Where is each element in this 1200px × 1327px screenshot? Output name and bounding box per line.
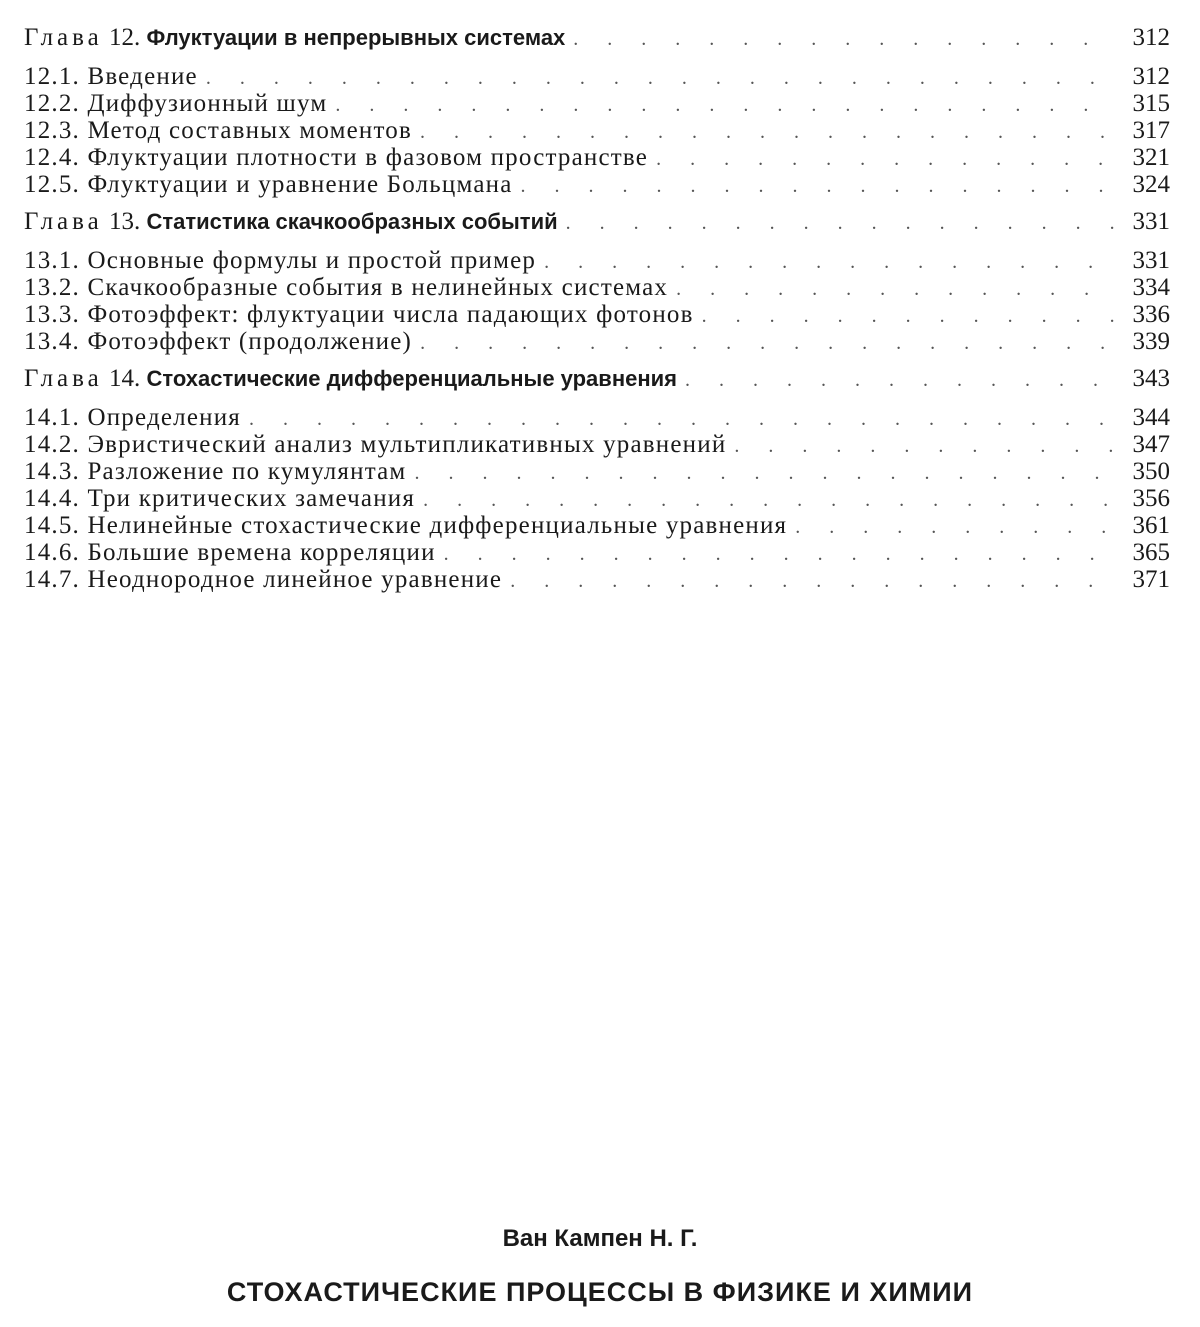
- section-title: Нелинейные стохастические дифференциальные уравнения: [87, 512, 788, 539]
- page-number: 361: [1132, 512, 1170, 539]
- page-number: 331: [1132, 208, 1170, 235]
- section-title: Определения: [87, 404, 241, 431]
- toc-entry: [24, 404, 1170, 431]
- section-title: Разложение по кумулянтам: [87, 458, 407, 485]
- dot-leader: [521, 173, 1114, 200]
- page-number: 324: [1132, 171, 1170, 198]
- section-number: 12.3.: [24, 117, 80, 144]
- toc-entry: [24, 117, 1170, 144]
- section-number: 13.4.: [24, 328, 80, 355]
- section-number: 13.2.: [24, 274, 80, 301]
- chapter-word: Глава: [24, 365, 103, 392]
- chapter-title: Статистика скачкообразных событий: [146, 209, 558, 234]
- page-number: 356: [1132, 485, 1170, 512]
- chapter-number: 13.: [108, 208, 141, 235]
- section-title: Метод составных моментов: [87, 117, 413, 144]
- page-number: 321: [1132, 144, 1170, 171]
- section-number: 12.5.: [24, 171, 80, 198]
- page-number: 365: [1132, 539, 1170, 566]
- toc-entry: [24, 171, 1170, 198]
- page-number: 343: [1132, 365, 1170, 392]
- section-number: 14.5.: [24, 512, 80, 539]
- toc-entry: [24, 63, 1170, 90]
- chapter-13-heading: [24, 208, 1170, 235]
- dot-leader: [414, 460, 1114, 487]
- toc-entry: [24, 328, 1170, 355]
- section-title: Основные формулы и простой пример: [87, 247, 537, 274]
- chapter-title: Флуктуации в непрерывных системах: [146, 25, 566, 50]
- section-title: Эвристический анализ мультипликативных уравнений: [87, 431, 727, 458]
- dot-leader: [206, 65, 1114, 92]
- toc-entry: [24, 431, 1170, 458]
- section-number: 13.1.: [24, 247, 80, 274]
- chapter-word: Глава: [24, 208, 103, 235]
- chapter-word: Глава: [24, 24, 103, 51]
- section-number: 14.7.: [24, 566, 80, 593]
- page-number: 371: [1132, 566, 1170, 593]
- section-title: Три критических замечания: [87, 485, 416, 512]
- toc-entry: [24, 90, 1170, 117]
- dot-leader: [795, 514, 1114, 541]
- section-title: Фотоэффект (продолжение): [87, 328, 413, 355]
- page-number: 331: [1132, 247, 1170, 274]
- page-number: 336: [1132, 301, 1170, 328]
- dot-leader: [444, 541, 1114, 568]
- chapter-label: [24, 24, 565, 51]
- dot-leader: [420, 330, 1114, 357]
- section-number: 14.4.: [24, 485, 80, 512]
- dot-leader: [685, 367, 1114, 394]
- dot-leader: [702, 303, 1114, 330]
- section-title: Большие времена корреляции: [87, 539, 436, 566]
- section-number: 13.3.: [24, 301, 80, 328]
- section-title: Фотоэффект: флуктуации числа падающих фотонов: [87, 301, 694, 328]
- dot-leader: [249, 406, 1114, 433]
- toc-entry: [24, 144, 1170, 171]
- toc-entry: [24, 458, 1170, 485]
- dot-leader: [656, 146, 1114, 173]
- page-number: 312: [1132, 24, 1170, 51]
- section-title: Флуктуации и уравнение Больцмана: [87, 171, 513, 198]
- page-number: 339: [1132, 328, 1170, 355]
- imprint-book-title: СТОХАСТИЧЕСКИЕ ПРОЦЕССЫ В ФИЗИКЕ И ХИМИИ: [226, 1277, 974, 1307]
- dot-leader: [573, 26, 1114, 53]
- dot-leader: [566, 210, 1114, 237]
- section-title: Скачкообразные события в нелинейных системах: [87, 274, 669, 301]
- section-title: Введение: [87, 63, 198, 90]
- chapter-title: Стохастические дифференциальные уравнения: [146, 366, 677, 391]
- dot-leader: [676, 276, 1114, 303]
- section-number: 12.2.: [24, 90, 80, 117]
- dot-leader: [734, 433, 1114, 460]
- page-number: 315: [1132, 90, 1170, 117]
- section-number: 12.1.: [24, 63, 80, 90]
- chapter-label: [24, 208, 558, 235]
- section-title: Неоднородное линейное уравнение: [87, 566, 503, 593]
- dot-leader: [335, 92, 1114, 119]
- chapter-number: 12.: [108, 24, 141, 51]
- section-title: Флуктуации плотности в фазовом пространстве: [87, 144, 649, 171]
- page-number: 344: [1132, 404, 1170, 431]
- imprint-author: Ван Кампен Н. Г.: [502, 1225, 698, 1252]
- section-number: 14.1.: [24, 404, 80, 431]
- section-number: 14.2.: [24, 431, 80, 458]
- toc-entry: [24, 301, 1170, 328]
- page-number: 347: [1132, 431, 1170, 458]
- toc-entry: [24, 539, 1170, 566]
- dot-leader: [510, 568, 1114, 595]
- toc-entry: [24, 274, 1170, 301]
- toc-entry: [24, 485, 1170, 512]
- dot-leader: [544, 249, 1114, 276]
- toc-entry: [24, 512, 1170, 539]
- section-number: 14.6.: [24, 539, 80, 566]
- section-number: 12.4.: [24, 144, 80, 171]
- section-title: Диффузионный шум: [87, 90, 328, 117]
- toc-entry: [24, 566, 1170, 593]
- toc-entry: [24, 247, 1170, 274]
- page-number: 334: [1132, 274, 1170, 301]
- page-number: 350: [1132, 458, 1170, 485]
- chapter-number: 14.: [108, 365, 141, 392]
- chapter-14-heading: [24, 365, 1170, 392]
- section-number: 14.3.: [24, 458, 80, 485]
- dot-leader: [423, 487, 1114, 514]
- page-number: 317: [1132, 117, 1170, 144]
- page-number: 312: [1132, 63, 1170, 90]
- table-of-contents: [24, 24, 1170, 593]
- chapter-12-heading: [24, 24, 1170, 51]
- dot-leader: [420, 119, 1114, 146]
- chapter-label: [24, 365, 677, 392]
